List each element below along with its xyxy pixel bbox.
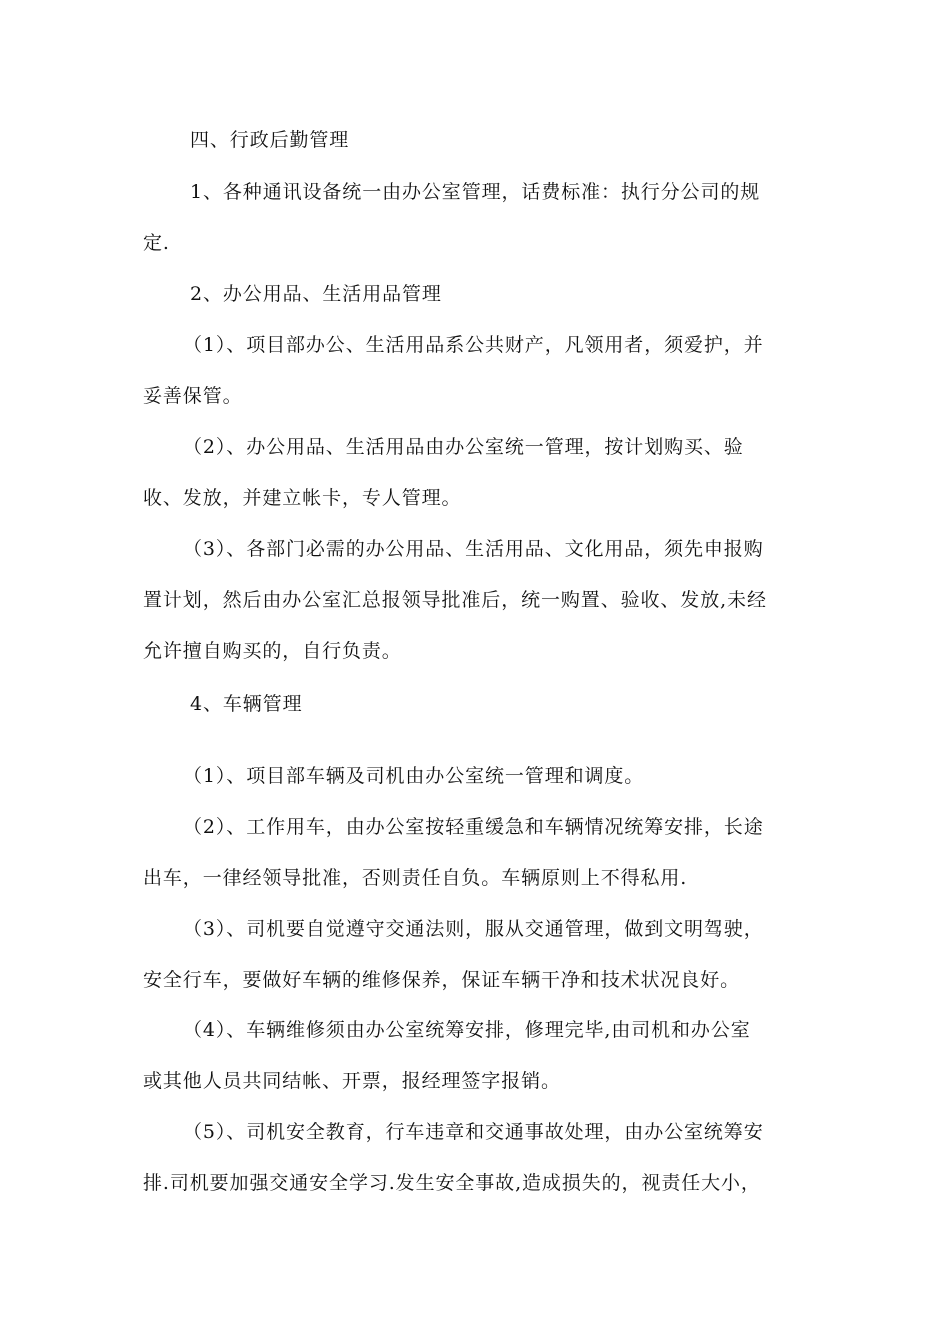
paragraph-line: （4）、车辆维修须由办公室统筹安排，修理完毕,由司机和办公室 bbox=[183, 1019, 751, 1041]
paragraph-line: 安全行车，要做好车辆的维修保养，保证车辆干净和技术状况良好。 bbox=[143, 969, 741, 991]
paragraph-line: 收、发放，并建立帐卡，专人管理。 bbox=[143, 487, 462, 509]
paragraph-line: （2）、工作用车，由办公室按轻重缓急和车辆情况统筹安排，长途 bbox=[183, 816, 764, 838]
subsection-heading: 4、车辆管理 bbox=[190, 693, 303, 715]
paragraph-line: （1）、项目部车辆及司机由办公室统一管理和调度。 bbox=[183, 765, 645, 787]
paragraph-line: （1）、项目部办公、生活用品系公共财产，凡领用者，须爱护，并 bbox=[183, 334, 764, 356]
paragraph-line: 定. bbox=[143, 232, 170, 254]
section-heading: 四、行政后勤管理 bbox=[190, 129, 350, 151]
paragraph-line: （2）、办公用品、生活用品由办公室统一管理，按计划购买、验 bbox=[183, 436, 744, 458]
paragraph-line: 允许擅自购买的，自行负责。 bbox=[143, 640, 402, 662]
paragraph-line: 妥善保管。 bbox=[143, 385, 243, 407]
subsection-heading: 2、办公用品、生活用品管理 bbox=[190, 283, 442, 305]
paragraph-line: （3）、司机要自觉遵守交通法则，服从交通管理，做到文明驾驶， bbox=[183, 918, 764, 940]
paragraph-line: （5）、司机安全教育，行车违章和交通事故处理，由办公室统筹安 bbox=[183, 1121, 764, 1143]
paragraph-line: （3）、各部门必需的办公用品、生活用品、文化用品，须先申报购 bbox=[183, 538, 764, 560]
paragraph-line: 出车，一律经领导批准，否则责任自负。车辆原则上不得私用. bbox=[143, 867, 688, 889]
paragraph-line: 排.司机要加强交通安全学习.发生安全事故,造成损失的，视责任大小， bbox=[143, 1172, 761, 1194]
paragraph-line: 1、各种通讯设备统一由办公室管理，话费标准：执行分公司的规 bbox=[190, 181, 761, 203]
paragraph-line: 置计划，然后由办公室汇总报领导批准后，统一购置、验收、发放,未经 bbox=[143, 589, 767, 611]
paragraph-line: 或其他人员共同结帐、开票，报经理签字报销。 bbox=[143, 1070, 561, 1092]
